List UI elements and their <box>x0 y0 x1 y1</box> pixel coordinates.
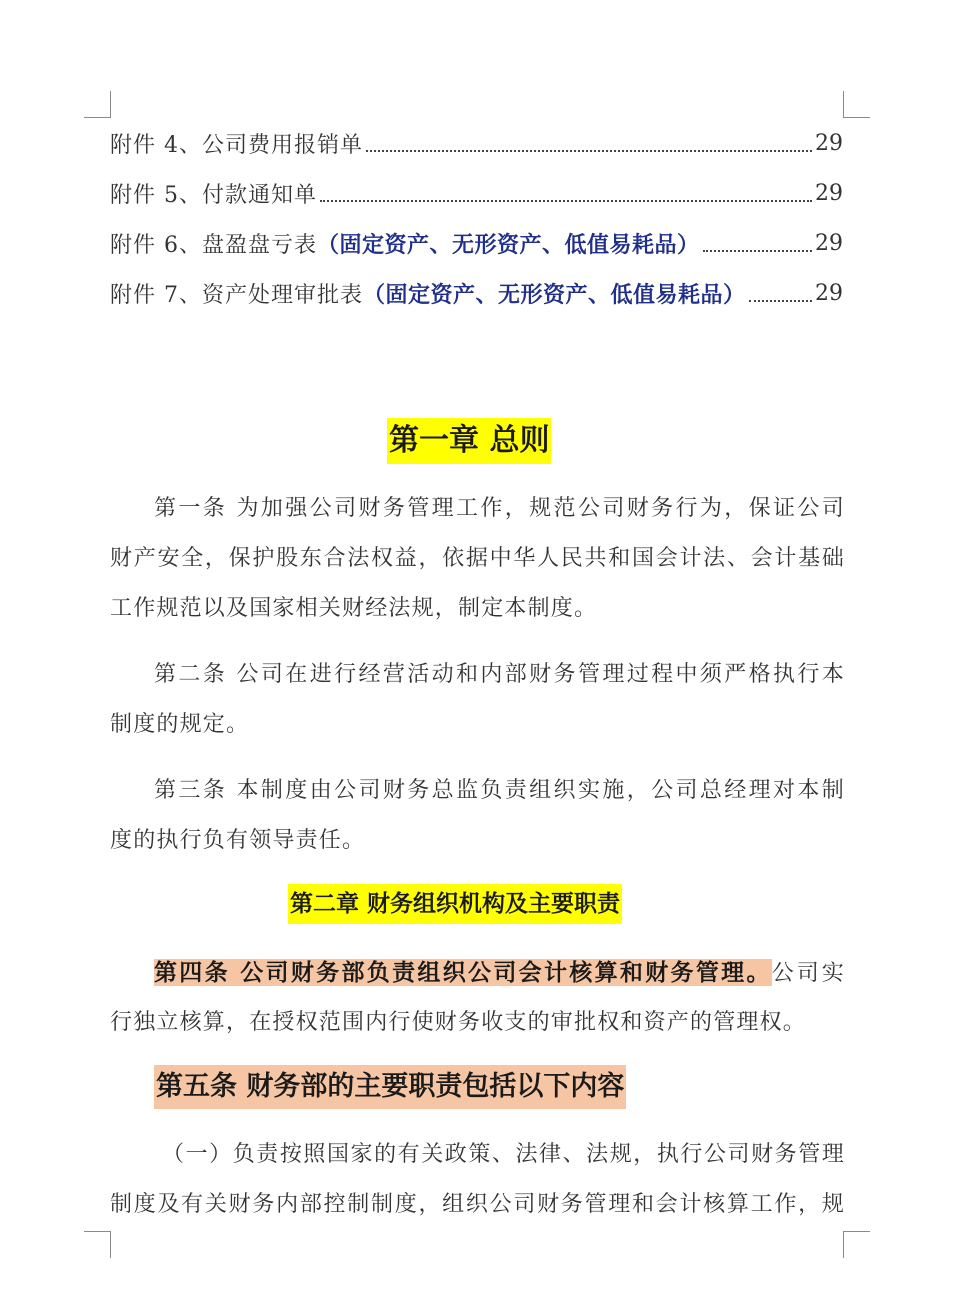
article-1 <box>110 484 845 634</box>
toc-entry[interactable] <box>110 226 843 260</box>
article-4-rest: 公司实 <box>771 961 845 986</box>
article-3-line: 第三条 本制度由公司财务总监负责组织实施，公司总经理对本制 <box>154 778 845 803</box>
article-3-line: 度的执行负有领导责任。 <box>110 828 366 853</box>
toc-entry-text: 附件 5、付款通知单 <box>110 182 317 208</box>
toc-entry-text: 附件 7、资产处理审批表 <box>110 282 363 308</box>
chapter-1-title: 第一章 总则 <box>387 418 551 464</box>
page-corner-mark <box>843 1231 870 1258</box>
toc-entry-text: 附件 6、盘盈盘亏表 <box>110 232 317 258</box>
toc-leader <box>703 250 812 252</box>
article-2-line: 制度的规定。 <box>110 712 250 737</box>
page-corner-mark <box>843 91 870 118</box>
chapter-2-title: 第二章 财务组织机构及主要职责 <box>288 884 622 924</box>
toc-leader <box>366 150 812 152</box>
article-1-line: 工作规范以及国家相关财经法规，制定本制度。 <box>110 596 598 621</box>
toc-entry[interactable] <box>110 276 843 310</box>
article-4-bold: 第四条 公司财务部负责组织公司会计核算和财务管理。 <box>154 959 772 986</box>
item-1-line: （一）负责按照国家的有关政策、法律、法规，执行公司财务管理 <box>162 1142 845 1167</box>
toc-page-number: 29 <box>815 280 843 306</box>
toc-page-number: 29 <box>815 230 843 256</box>
toc-entry-text: 附件 4、公司费用报销单 <box>110 132 363 158</box>
toc-entry[interactable] <box>110 176 843 210</box>
article-4 <box>110 948 845 1048</box>
item-1 <box>110 1130 845 1230</box>
toc-entry-bold-text: （固定资产、无形资产、低值易耗品） <box>363 281 746 308</box>
article-5-title: 第五条 财务部的主要职责包括以下内容 <box>154 1065 626 1109</box>
toc-entry-bold-text: （固定资产、无形资产、低值易耗品） <box>317 231 700 258</box>
item-1-line: 制度及有关财务内部控制制度，组织公司财务管理和会计核算工作，规 <box>110 1192 845 1217</box>
toc-leader <box>320 200 812 202</box>
article-1-line: 第一条 为加强公司财务管理工作，规范公司财务行为，保证公司 <box>154 496 845 521</box>
toc-page-number: 29 <box>815 130 843 156</box>
page-corner-mark <box>84 1231 111 1258</box>
toc-leader <box>749 300 812 302</box>
toc-entry[interactable] <box>110 126 843 160</box>
article-3 <box>110 766 845 866</box>
article-2 <box>110 650 845 750</box>
article-1-line: 财产安全，保护股东合法权益，依据中华人民共和国会计法、会计基础 <box>110 546 845 571</box>
page-corner-mark <box>84 91 111 118</box>
article-2-line: 第二条 公司在进行经营活动和内部财务管理过程中须严格执行本 <box>154 662 845 687</box>
article-4-line: 行独立核算，在授权范围内行使财务收支的审批权和资产的管理权。 <box>110 1010 807 1035</box>
article-4-line <box>110 948 845 998</box>
toc-page-number: 29 <box>815 180 843 206</box>
